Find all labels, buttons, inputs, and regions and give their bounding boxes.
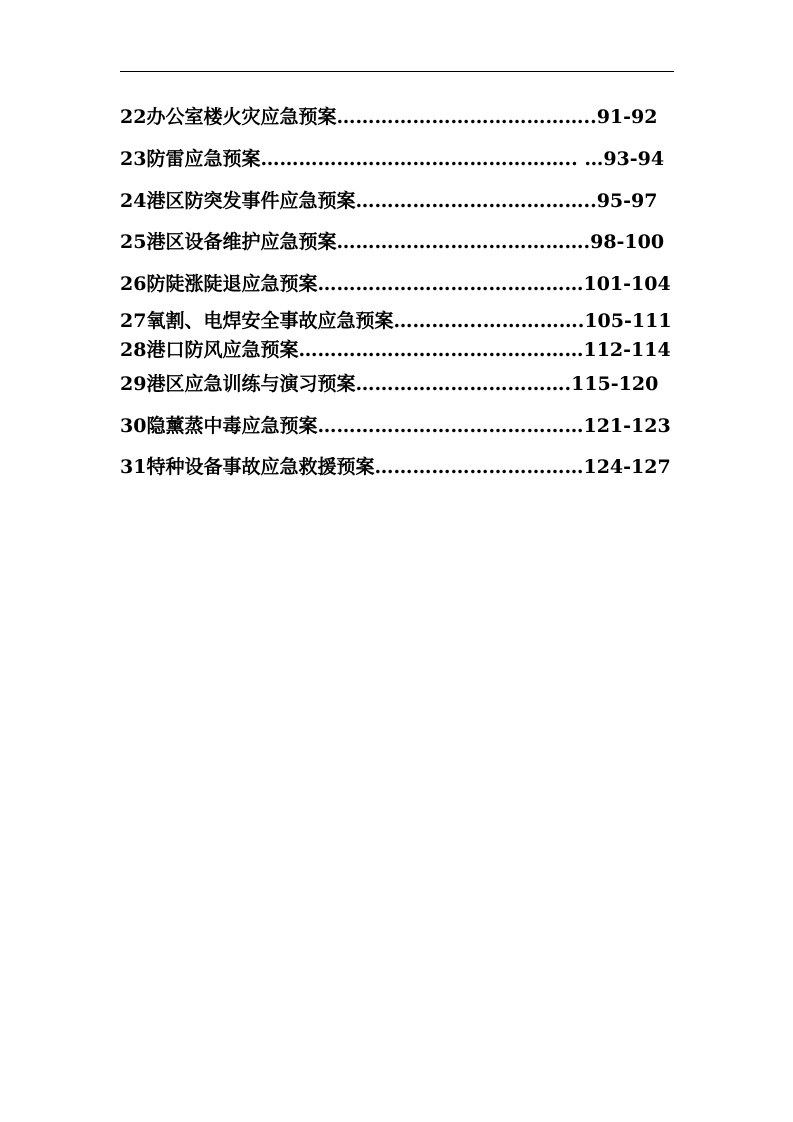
toc-entry-22[interactable] [120, 105, 657, 129]
toc-entry-pages: 115-120 [571, 373, 659, 395]
toc-dot-leader: ………………………………….. [336, 106, 597, 128]
toc-entry-23[interactable] [120, 147, 664, 171]
toc-entry-26[interactable] [120, 272, 671, 296]
toc-entry-pages: 112-114 [583, 339, 671, 361]
toc-entry-title: 港区应急训练与演习预案 [146, 373, 356, 395]
toc-entry-title: 港口防风应急预案 [146, 339, 299, 361]
toc-entry-number: 31 [120, 456, 147, 478]
toc-dot-leader: …………………………………… [317, 273, 584, 295]
toc-dot-leader: …………..……………. [393, 310, 585, 332]
toc-entry-title: 隐薰蒸中毒应急预案 [146, 415, 318, 437]
toc-entry-number: 25 [120, 231, 147, 253]
toc-entry-title: 港区防突发事件应急预案 [146, 190, 356, 212]
toc-entry-number: 23 [120, 148, 147, 170]
toc-dot-leader: ……………………………….. [355, 190, 597, 212]
toc-entry-24[interactable] [120, 189, 657, 213]
toc-entry-pages: 101-104 [583, 273, 671, 295]
toc-entry-title: 港区设备维护应急预案 [146, 231, 337, 253]
toc-entry-28[interactable] [120, 338, 671, 362]
toc-entry-number: 26 [120, 273, 147, 295]
toc-entry-pages: 105-111 [584, 310, 672, 332]
toc-entry-number: 27 [120, 310, 147, 332]
toc-entry-title: 氧割、电焊安全事故应急预案 [146, 310, 394, 332]
toc-entry-pages: 91-92 [596, 106, 658, 128]
toc-entry-31[interactable] [120, 455, 671, 479]
header-rule [120, 71, 674, 72]
toc-dot-leader: ………………………………………….. … [260, 148, 604, 170]
toc-entry-pages: 98-100 [590, 231, 665, 253]
toc-dot-leader: ……………………………………… [298, 339, 584, 361]
toc-entry-pages: 95-97 [596, 190, 658, 212]
toc-entry-pages: 124-127 [583, 456, 671, 478]
toc-entry-number: 22 [120, 106, 147, 128]
toc-entry-30[interactable] [120, 414, 671, 438]
toc-entry-25[interactable] [120, 230, 664, 254]
toc-dot-leader: …………………………… [374, 456, 584, 478]
toc-dot-leader: …………………………………. [336, 231, 591, 253]
toc-entry-title: 办公室楼火灾应急预案 [146, 106, 337, 128]
toc-entry-number: 29 [120, 373, 147, 395]
toc-dot-leader: …………………………………… [317, 415, 584, 437]
toc-entry-number: 28 [120, 339, 147, 361]
toc-entry-title: 防雷应急预案 [146, 148, 261, 170]
toc-dot-leader: ……………………………. [355, 373, 572, 395]
toc-entry-title: 防陡涨陡退应急预案 [146, 273, 318, 295]
toc-entry-29[interactable] [120, 372, 658, 396]
toc-entry-pages: 121-123 [583, 415, 671, 437]
toc-entry-27[interactable] [120, 309, 672, 333]
toc-entry-number: 24 [120, 190, 147, 212]
toc-entry-number: 30 [120, 415, 147, 437]
toc-entry-pages: 93-94 [603, 148, 665, 170]
toc-entry-title: 特种设备事故应急救援预案 [146, 456, 375, 478]
